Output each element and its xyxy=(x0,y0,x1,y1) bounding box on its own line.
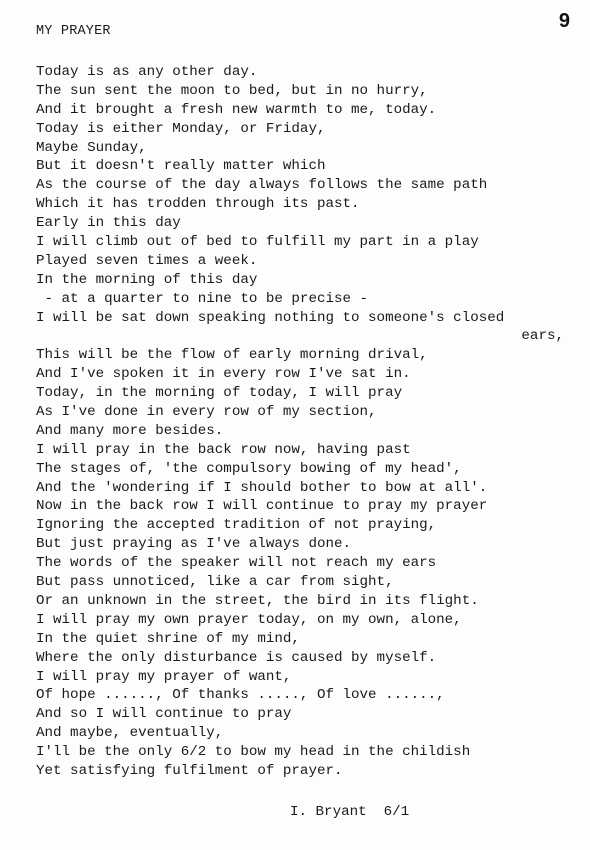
poem-line: Maybe Sunday, xyxy=(36,139,147,156)
poem-body xyxy=(36,63,576,781)
poem-line: But just praying as I've always done. xyxy=(36,536,352,553)
poem-line: Where the only disturbance is caused by myself. xyxy=(36,649,437,666)
poem-line: I will pray my prayer of want, xyxy=(36,668,292,685)
poem-line: In the quiet shrine of my mind, xyxy=(36,630,300,647)
poem-line: Today is as any other day. xyxy=(36,64,258,80)
poem-line: And so I will continue to pray xyxy=(36,706,292,723)
poem-line: But pass unnoticed, like a car from sight, xyxy=(36,574,394,591)
poem-line: The stages of, 'the compulsory bowing of my head', xyxy=(36,460,462,477)
poem-line: I will pray in the back row now, having past xyxy=(36,441,411,458)
poem-line: Played seven times a week. xyxy=(36,252,258,269)
poem-line: And many more besides. xyxy=(36,422,224,439)
poem-line: Today, in the morning of today, I will pray xyxy=(36,385,403,402)
poem-line: Which it has trodden through its past. xyxy=(36,196,360,213)
poem-line: - at a quarter to nine to be precise - xyxy=(36,290,369,307)
poem-line: In the morning of this day xyxy=(36,271,258,288)
poem-line: Early in this day xyxy=(36,215,181,232)
poem-line: I will pray my own prayer today, on my own, alone, xyxy=(36,611,462,628)
poem-line: Or an unknown in the street, the bird in its flight. xyxy=(36,592,479,609)
poem-line-continuation: ears, xyxy=(521,328,564,345)
poem-line: This will be the flow of early morning drival, xyxy=(36,347,428,364)
poem-line: Ignoring the accepted tradition of not praying, xyxy=(36,517,437,534)
poem-line: And it brought a fresh new warmth to me, today. xyxy=(36,101,437,118)
poem-line: I will be sat down speaking nothing to someone's closed xyxy=(36,309,505,326)
poem-line: I'll be the only 6/2 to bow my head in the childish xyxy=(36,744,471,761)
poem-line: And maybe, eventually, xyxy=(36,725,224,742)
poem-line: And I've spoken it in every row I've sat in. xyxy=(36,366,411,383)
poem-line: The sun sent the moon to bed, but in no hurry, xyxy=(36,82,428,99)
poem-title: MY PRAYER xyxy=(36,24,111,39)
poem-line: Now in the back row I will continue to pray my prayer xyxy=(36,498,488,515)
poem-line: I will climb out of bed to fulfill my part in a play xyxy=(36,234,479,251)
poem-line: The words of the speaker will not reach my ears xyxy=(36,555,437,572)
poem-line: But it doesn't really matter which xyxy=(36,158,326,175)
poem-line: As I've done in every row of my section, xyxy=(36,404,377,421)
poem-line: Of hope ......, Of thanks ....., Of love ......, xyxy=(36,687,445,704)
poem-line: As the course of the day always follows the same path xyxy=(36,177,488,194)
page-number: 9 xyxy=(558,10,570,32)
author-signature: I. Bryant 6/1 xyxy=(290,804,410,820)
poem-line: Yet satisfying fulfilment of prayer. xyxy=(36,762,343,779)
poem-line: Today is either Monday, or Friday, xyxy=(36,120,326,137)
poem-line: And the 'wondering if I should bother to bow at all'. xyxy=(36,479,488,496)
